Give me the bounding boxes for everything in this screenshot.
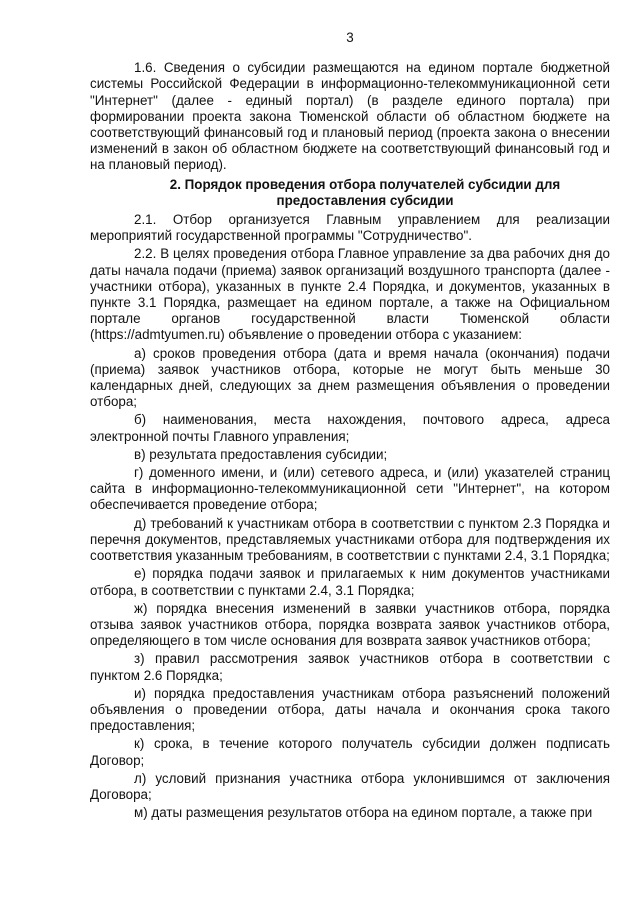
paragraph-2-2: 2.2. В целях проведения отбора Главное управление за два рабочих дня до даты начала подачи (приема) заявок организаций воздушного транспорта (далее - участники отбора), указанных в пункте 2.4 Порядка, и документов, указанных в пункте 3.1 Порядка, размещает на едином портале, а также на Официальном портале органов государственной власти Тюменской области (https://admtyumen.ru) объявление о проведении отбора с указанием: (90, 246, 610, 343)
page-number: 3 (346, 30, 354, 45)
list-item-a: а) сроков проведения отбора (дата и время начала (окончания) подачи (приема) заявок участников отбора, которые не могут быть меньше 30 календарных дней, следующих за днем размещения объявления о проведении отбора; (90, 345, 610, 410)
list-item-zh: ж) порядка внесения изменений в заявки участников отбора, порядка отзыва заявок участников отбора, порядка возврата заявок участников отбора, определяющего в том числе основания для возврата заявок участников отбора; (90, 600, 610, 649)
list-item-z: з) правил рассмотрения заявок участников отбора в соответствии с пунктом 2.6 Порядка; (90, 651, 610, 683)
list-item-g: г) доменного имени, и (или) сетевого адреса, и (или) указателей страниц сайта в информационно-телекоммуникационной сети "Интернет", на котором обеспечивается проведение отбора; (90, 465, 610, 513)
list-item-d: д) требований к участникам отбора в соответствии с пунктом 2.3 Порядка и перечня документов, представляемых участниками отбора для подтверждения их соответствия указанным требованиям, в соответствии с пунктами 2.4, 3.1 Порядка; (90, 515, 610, 564)
list-item-b: б) наименования, места нахождения, почтового адреса, адреса электронной почты Главного управления; (90, 412, 610, 444)
list-item-e: е) порядка подачи заявок и прилагаемых к ним документов участниками отбора, в соответствии с пунктами 2.4, 3.1 Порядка; (90, 566, 610, 598)
paragraph-2-1: 2.1. Отбор организуется Главным управлением для реализации мероприятий государственной программы "Сотрудничество". (90, 212, 610, 244)
list-item-k: к) срока, в течение которого получатель субсидии должен подписать Договор; (90, 736, 610, 768)
list-item-v: в) результата предоставления субсидии; (134, 446, 388, 462)
list-item-m: м) даты размещения результатов отбора на едином портале, а также при (134, 805, 593, 821)
section-title: 2. Порядок проведения отбора получателей субсидии для предоставления субсидии (169, 176, 561, 208)
list-item-l: л) условий признания участника отбора уклонившимся от заключения Договора; (90, 770, 610, 802)
list-item-i: и) порядка предоставления участникам отбора разъяснений положений объявления о проведении отбора, даты начала и окончания срока такого предоставления; (90, 685, 610, 734)
paragraph-1-6: 1.6. Сведения о субсидии размещаются на едином портале бюджетной системы Российской Федерации в информационно-телекоммуникационной сети "Интернет" (далее - единый портал) (в разделе единого портала) при формировании проекта закона Тюменской области об областном бюджете на соответствующий финансовый год и плановый период (проекта закона о внесении изменений в закон об областном бюджете на соответствующий финансовый год и на плановый период). (90, 60, 610, 173)
